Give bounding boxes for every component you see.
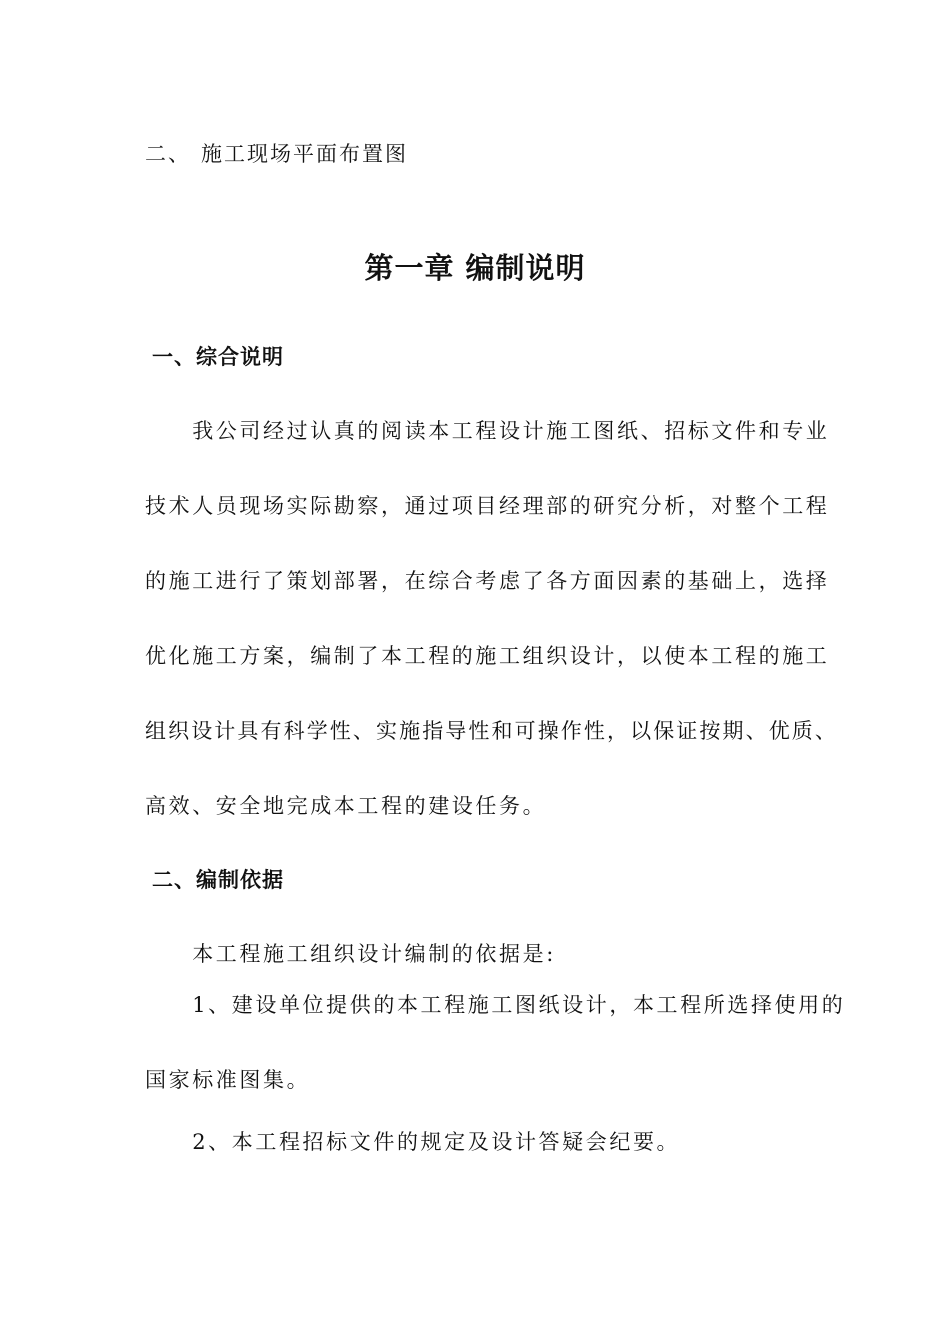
paragraph-line: 组织设计具有科学性、实施指导性和可操作性，以保证按期、优质、	[145, 719, 838, 743]
section-heading-basis: 二、编制依据	[152, 868, 284, 892]
toc-entry-number: 二、	[145, 142, 191, 166]
basis-item-2	[145, 1127, 825, 1202]
paragraph-line: 技术人员现场实际勘察，通过项目经理部的研究分析，对整个工程	[145, 494, 830, 518]
paragraph-line: 的施工进行了策划部署，在综合考虑了各方面因素的基础上，选择	[145, 569, 830, 593]
section-heading-overview: 一、综合说明	[152, 345, 284, 369]
overview-paragraph	[145, 416, 838, 866]
toc-entry-title: 施工现场平面布置图	[201, 142, 408, 166]
paragraph-line: 国家标准图集。	[145, 1068, 311, 1092]
paragraph-line: 2、本工程招标文件的规定及设计答疑会纪要。	[145, 1130, 681, 1154]
paragraph-line: 优化施工方案，编制了本工程的施工组织设计，以使本工程的施工	[145, 644, 830, 668]
paragraph-line: 1、建设单位提供的本工程施工图纸设计，本工程所选择使用的	[145, 993, 846, 1017]
basis-item-1	[145, 990, 846, 1140]
paragraph-line: 我公司经过认真的阅读本工程设计施工图纸、招标文件和专业	[145, 419, 830, 443]
basis-intro	[145, 939, 825, 990]
paragraph-line: 本工程施工组织设计编制的依据是:	[145, 942, 556, 966]
chapter-title: 第一章 编制说明	[364, 251, 586, 285]
paragraph-line: 高效、安全地完成本工程的建设任务。	[145, 794, 547, 818]
toc-entry	[145, 138, 408, 168]
